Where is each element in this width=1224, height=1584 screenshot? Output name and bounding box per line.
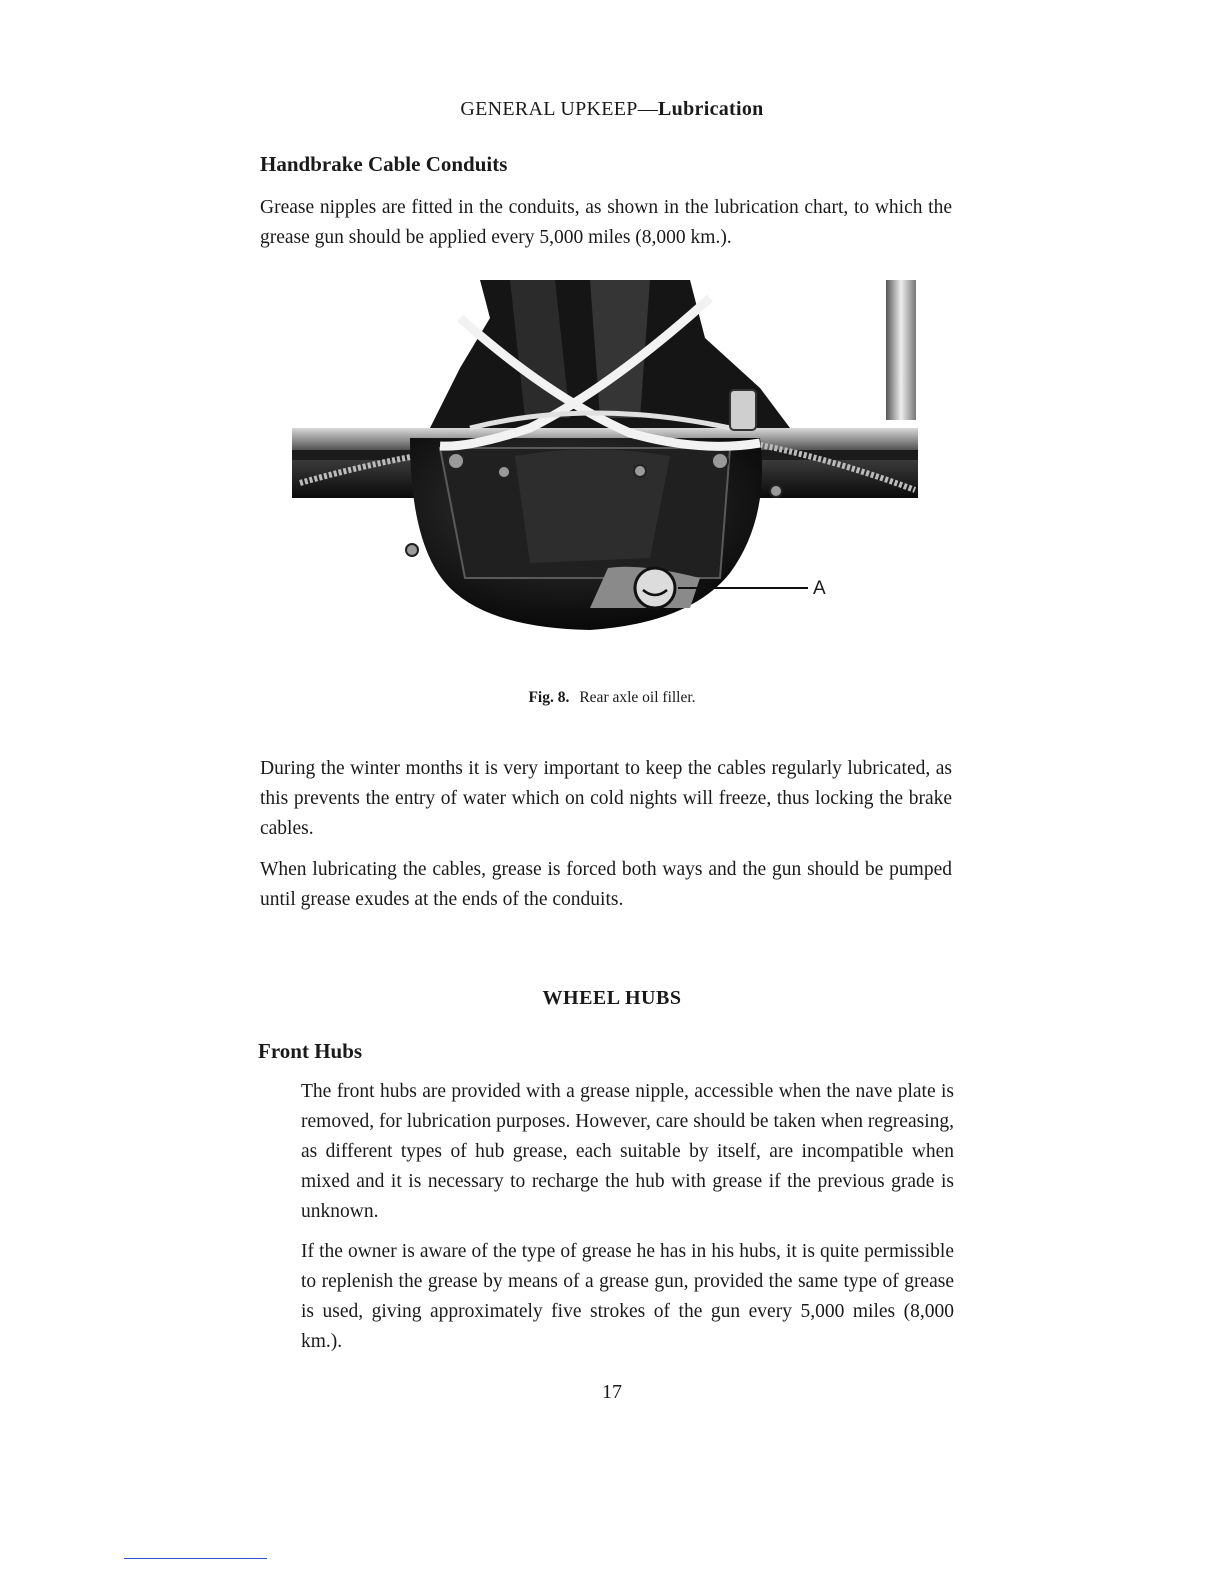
front-hubs-title: Front Hubs xyxy=(258,1039,363,1063)
callout-label-a: A xyxy=(813,578,826,599)
handbrake-section-title: Handbrake Cable Conduits xyxy=(260,152,508,176)
figure-caption xyxy=(0,689,1224,707)
front-hubs-paragraph-2: If the owner is aware of the type of grease he has in his hubs, it is quite permissible to replenish the grease by means of a grease gun, provided the same type of grease is used, giving approximately five strokes of the gun every 5,000 miles (8,000 km.). xyxy=(301,1241,954,1352)
running-header xyxy=(0,98,1224,121)
header-emphasis: Lubrication xyxy=(658,98,764,120)
lubricating-paragraph: When lubricating the cables, grease is forced both ways and the gun should be pumped until grease exudes at the ends of the conduits. xyxy=(260,859,952,910)
page-number: 17 xyxy=(602,1381,622,1403)
figure-caption-text: Rear axle oil filler. xyxy=(579,689,696,706)
footnote-rule xyxy=(124,1558,267,1559)
header-prefix: GENERAL UPKEEP— xyxy=(460,98,659,120)
handbrake-paragraph: Grease nipples are fitted in the conduits, as shown in the lubrication chart, to which the grease gun should be applied every 5,000 miles (8,000 km.). xyxy=(260,197,952,248)
wheel-hubs-heading: WHEEL HUBS xyxy=(542,987,682,1009)
front-hubs-paragraph-1: The front hubs are provided with a grease nipple, accessible when the nave plate is removed, for lubrication purposes. However, care should be taken when regreasing, as different types of hub grease, each suitable by itself, are incompatible when mixed and it is necessary to recharge the hub with grease if the previous grade is unknown. xyxy=(301,1081,954,1222)
figure-number: Fig. 8. xyxy=(528,689,570,706)
winter-paragraph: During the winter months it is very important to keep the cables regularly lubricated, as this prevents the entry of water which on cold nights will freeze, thus locking the brake cables. xyxy=(260,758,952,839)
